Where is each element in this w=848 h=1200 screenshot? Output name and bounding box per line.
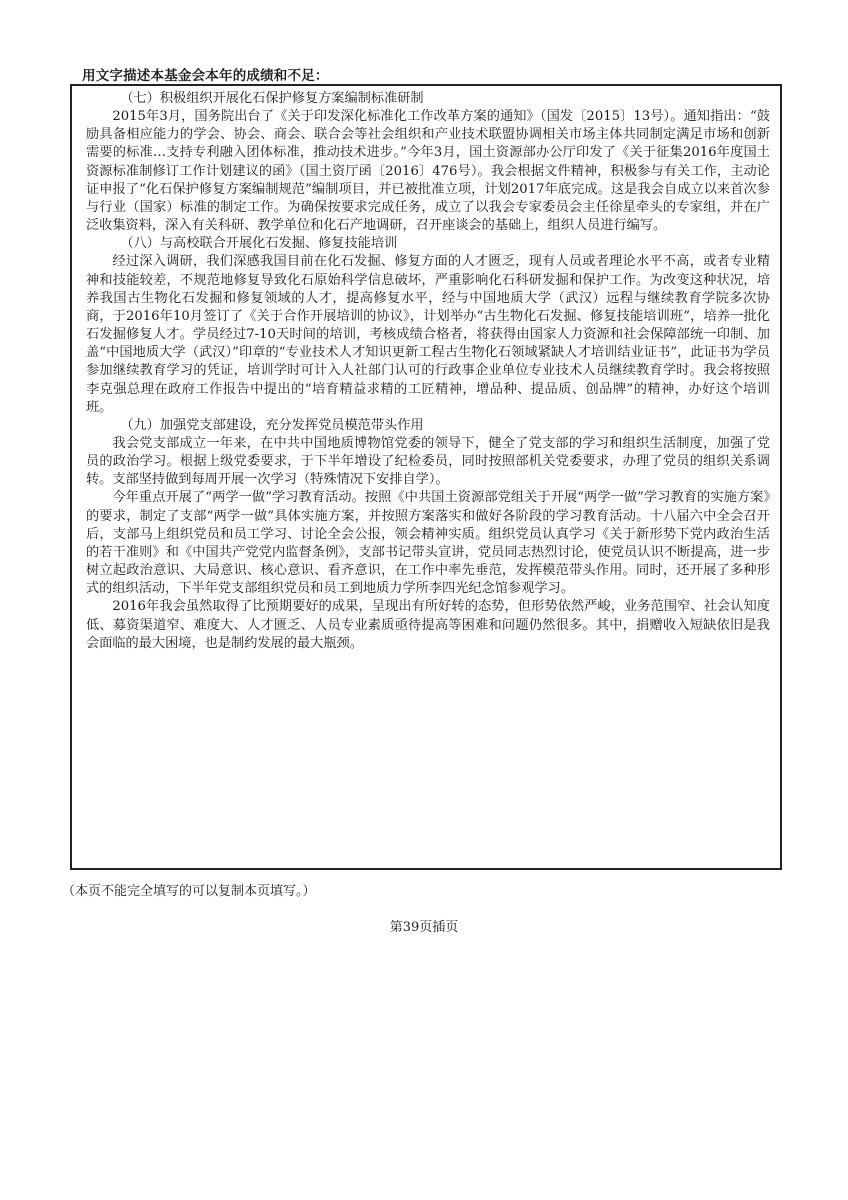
achievements-text-box [70,84,782,870]
body-paragraph: 2015年3月，国务院出台了《关于印发深化标准化工作改革方案的通知》（国发〔2015〕13号）。通知指出：“鼓励具备相应能力的学会、协会、商会、联合会等社会组织和产业技术联盟协调相关市场主体共同制定满足市场和创新需要的标准…支持专利融入团体标准，推动技术进步。”今年3月，国土资源部办公厅印发了《关于征集2016年度国土资源标准制修订工作计划建议的函》（国土资厅函〔2016〕476号）。我会根据文件精神，积极参与有关工作，主动论证申报了“化石保护修复方案编制规范”编制项目，并已被批准立项，计划2017年底完成。这是我会自成立以来首次参与行业（国家）标准的制定工作。为确保按要求完成任务，成立了以我会专家委员会主任徐星牵头的专家组，并在广泛收集资料，深入有关科研、教学单位和化石产地调研，召开座谈会的基础上，组织人员进行编写。 [86,109,770,234]
page-number: 第39页插页 [389,920,459,935]
body-paragraph: 经过深入调研，我们深感我国目前在化石发掘、修复方面的人才匮乏，现有人员或者理论水平不高，或者专业精神和技能较差，不规范地修复导致化石原始科学信息破坏，严重影响化石科研发掘和保护工作。为改变这种状况，培养我国古生物化石发掘和修复领域的人才，提高修复水平，经与中国地质大学（武汉）远程与继续教育学院多次协商，于2016年10月签订了《关于合作开展培训的协议》，计划举办“古生物化石发掘、修复技能培训班”，培养一批化石发掘修复人才。学员经过7-10天时间的培训，考核成绩合格者，将获得由国家人力资源和社会保障部统一印制、加盖“中国地质大学（武汉）”印章的“专业技术人才知识更新工程古生物化石领域紧缺人才培训结业证书”，此证书为学员参加继续教育学习的凭证，培训学时可计入人社部门认可的行政事企业单位专业技术人员继续教育学时。我会将按照李克强总理在政府工作报告中提出的“培育精益求精的工匠精神，增品种、提品质、创品牌”的精神，办好这个培训班。 [86,254,770,415]
report-body [86,90,770,653]
section-heading-9: （九）加强党支部建设，充分发挥党员模范带头作用 [120,417,424,433]
body-paragraph: 今年重点开展了“两学一做”学习教育活动。按照《中共国土资源部党组关于开展“两学一做”学习教育的实施方案》的要求，制定了支部“两学一做”具体实施方案，并按照方案落实和做好各阶段的学习教育活动。十八届六中全会召开后，支部马上组织党员和员工学习、讨论全会公报，领会精神实质。组织党员认真学习《关于新形势下党内政治生活的若干准则》和《中国共产党党内监督条例》，支部书记带头宣讲，党员同志热烈讨论，使党员认识不断提高，进一步树立起政治意识、大局意识、核心意识、看齐意识，在工作中率先垂范，发挥模范带头作用。同时，还开展了多种形式的组织活动，下半年党支部组织党员和员工到地质力学所李四光纪念馆参观学习。 [86,490,770,597]
form-prompt: 用文字描述本基金会本年的成绩和不足： [82,68,329,84]
body-paragraph: 我会党支部成立一年来，在中共中国地质博物馆党委的领导下，健全了党支部的学习和组织生活制度，加强了党员的政治学习。根据上级党委要求，于下半年增设了纪检委员，同时按照部机关党委要求，办理了党员的组织关系调转。支部坚持做到每周开展一次学习（特殊情况下安排自学）。 [86,435,770,488]
section-heading-7: （七）积极组织开展化石保护修复方案编制标准研制 [120,91,424,106]
section-heading-8: （八）与高校联合开展化石发掘、修复技能培训 [120,236,398,252]
body-paragraph: 2016年我会虽然取得了比预期要好的成果，呈现出有所好转的态势，但形势依然严峻，业务范围窄、社会认知度低、募资渠道窄、难度大、人才匮乏、人员专业素质亟待提高等困难和问题仍然很多。其中，捐赠收入短缺依旧是我会面临的最大困境，也是制约发展的最大瓶颈。 [86,599,770,651]
footer-note: （本页不能完全填写的可以复制本页填写。） [62,884,316,899]
